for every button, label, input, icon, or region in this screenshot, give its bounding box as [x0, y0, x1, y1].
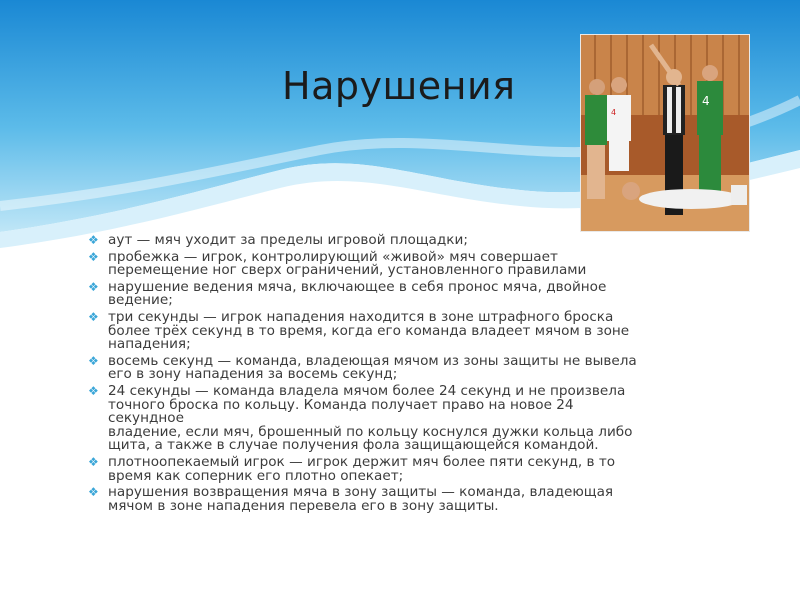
basketball-game-photo	[580, 34, 750, 232]
bullet-line: щита, а также в случае получения фола защищающейся командой.	[108, 437, 599, 454]
bullet-icon: ❖	[88, 485, 99, 500]
list-item	[86, 352, 706, 383]
bullet-line: более трёх секунд в то время, когда его команда владеет мячом в зоне	[108, 322, 630, 339]
bullet-icon: ❖	[88, 309, 99, 324]
list-item	[86, 234, 706, 248]
bullet-line: аут — мяч уходит за пределы игровой площадки;	[108, 232, 468, 248]
list-item	[86, 486, 706, 513]
bullet-line: пробежка — игрок, контролирующий «живой» мяч совершает	[108, 248, 558, 265]
list-item	[86, 248, 706, 279]
svg-text:4: 4	[702, 94, 710, 108]
bullet-line: точного броска по кольцу. Команда получает право на новое 24	[108, 396, 574, 413]
bullet-line: перемещение ног сверх ограничений, установленного правилами	[108, 262, 587, 279]
bullet-line: ведение;	[108, 292, 173, 309]
bullet-line: время как соперник его плотно опекает;	[108, 467, 404, 484]
list-item	[86, 308, 706, 353]
bullet-line: владение, если мяч, брошенный по кольцу коснулся дужки кольца либо	[108, 423, 633, 440]
bullet-line: секундное	[108, 410, 184, 427]
bullet-line: плотноопекаемый игрок — игрок держит мяч более пяти секунд, в то	[108, 453, 616, 470]
bullet-line: восемь секунд — команда, владеющая мячом из зоны защиты не вывела	[108, 352, 637, 369]
slide-title: Нарушения	[282, 64, 516, 108]
bullet-icon: ❖	[88, 454, 99, 469]
bullet-icon: ❖	[88, 383, 99, 398]
bullet-icon: ❖	[88, 249, 99, 264]
list-item	[86, 382, 706, 454]
list-item	[86, 453, 706, 484]
list-item	[86, 278, 706, 309]
bullet-line: 24 секунды — команда владела мячом более 24 секунд и не произвела	[108, 382, 626, 399]
bullet-line: нарушение ведения мяча, включающее в себя пронос мяча, двойное	[108, 278, 607, 295]
bullet-line: нападения;	[108, 336, 191, 353]
svg-text:4: 4	[611, 108, 617, 117]
bullet-icon: ❖	[88, 279, 99, 294]
violations-list	[86, 234, 706, 516]
bullet-line: мячом в зоне нападения перевела его в зону защиты.	[108, 497, 499, 514]
bullet-icon: ❖	[88, 353, 99, 368]
bullet-icon: ❖	[88, 233, 99, 247]
bullet-line: нарушения возвращения мяча в зону защиты — команда, владеющая	[108, 484, 614, 501]
bullet-line: три секунды — игрок нападения находится в зоне штрафного броска	[108, 308, 614, 325]
bullet-line: его в зону нападения за восемь секунд;	[108, 366, 398, 383]
